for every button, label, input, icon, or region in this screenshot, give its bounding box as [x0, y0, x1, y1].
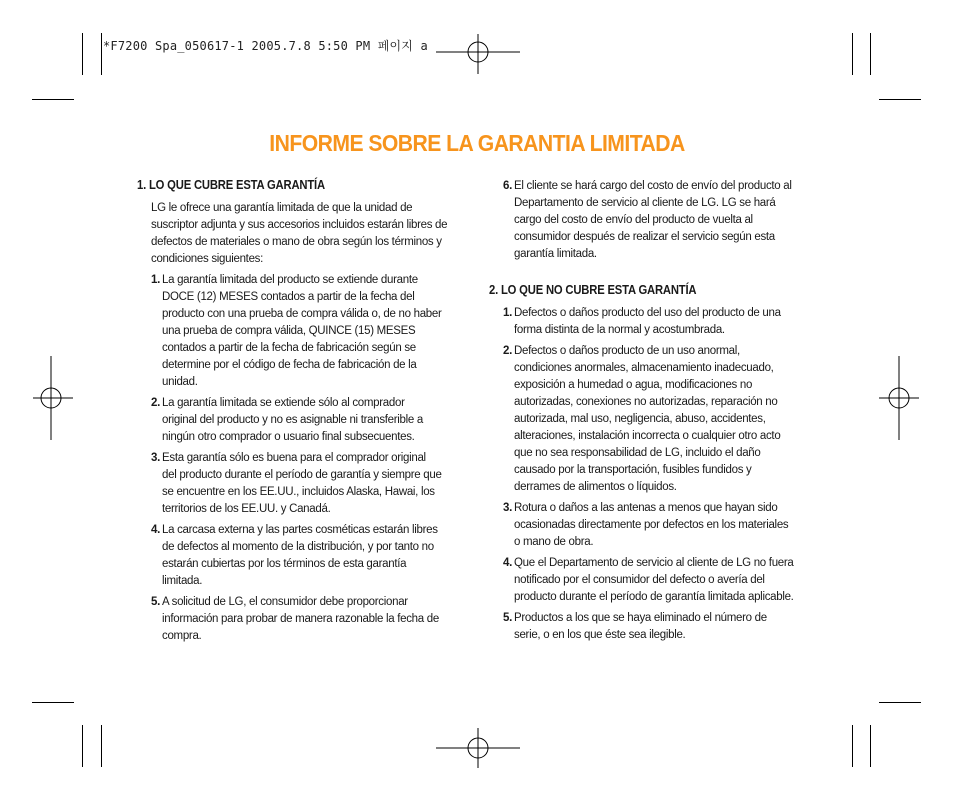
item-text: La garantía limitada se extiende sólo al comprador original del producto y no es asignable ni transferible a ningún otro comprador o usuario final subsecuentes. [162, 397, 423, 443]
covered-list [137, 272, 442, 645]
list-item [137, 594, 442, 645]
registration-mark-right [879, 356, 919, 440]
item-text: La carcasa externa y las partes cosméticas estarán libres de defectos al momento de la distribución, y por tanto no estarán cubiertas por los términos de esta garantía limitada. [162, 524, 438, 587]
list-item [489, 305, 794, 339]
item-text: La garantía limitada del producto se extiende durante DOCE (12) MESES contados a partir de la fecha del producto con una prueba de compra válida o, de no haber una prueba de compra válida, QUINCE (15) MESES contados a partir de la fecha de fabricación según se determine por el código de fecha de fabricación de la unidad. [162, 274, 442, 388]
registration-mark-top [436, 34, 520, 74]
print-slug-line: *F7200 Spa_050617-1 2005.7.8 5:50 PM 페이지 a [103, 39, 428, 53]
list-item [489, 178, 794, 263]
item-text: A solicitud de LG, el consumidor debe proporcionar información para probar de manera razonable la fecha de compra. [162, 596, 439, 642]
list-item [137, 450, 442, 518]
item-text: Que el Departamento de servicio al cliente de LG no fuera notificado por el consumidor del defecto o avería del producto durante el período de garantía limitada aplicable. [514, 557, 794, 603]
page-title: INFORME SOBRE LA GARANTIA LIMITADA [269, 130, 685, 156]
item-number: 5. [503, 612, 512, 624]
list-item [137, 395, 442, 446]
not-covered-list [489, 305, 794, 644]
item-number: 2. [151, 397, 160, 409]
item-text: El cliente se hará cargo del costo de envío del producto al Departamento de servicio al cliente de LG. LG se hará cargo del costo de envío del producto de vuelta al consumidor después de realizar el servicio según esta garantía limitada. [514, 180, 792, 260]
item-number: 4. [503, 557, 512, 569]
section-heading-not-covered: 2. LO QUE NO CUBRE ESTA GARANTÍA [489, 283, 697, 297]
item-number: 5. [151, 596, 160, 608]
item-text: Defectos o daños producto de un uso anormal, condiciones anormales, almacenamiento inadecuado, exposición a humedad o agua, modificaciones no autorizadas, conexiones no autorizadas, reparación no autorizada, mal uso, negligencia, abuso, accidentes, alteraciones, instalación incorrecta o cualquier otro acto que no sea responsabilidad de LG, incluido el daño causado por la transportación, fusibles fundidos y derrames de alimentos o líquidos. [514, 345, 781, 493]
item-text: Rotura o daños a las antenas a menos que hayan sido ocasionadas directamente por defectos en los materiales o mano de obra. [514, 502, 789, 548]
item-text: Productos a los que se haya eliminado el número de serie, o en los que éste sea ilegible. [514, 612, 767, 641]
right-column [489, 178, 794, 648]
registration-mark-left [33, 356, 73, 440]
list-item [137, 522, 442, 590]
list-item [489, 343, 794, 496]
item-text: Esta garantía sólo es buena para el comprador original del producto durante el período de garantía y siempre que se encuentre en los EE.UU., incluidos Alaska, Hawai, los territorios de los EE.UU. y Canadá. [162, 452, 442, 515]
list-item [489, 555, 794, 606]
item-number: 2. [503, 345, 512, 357]
item-number: 4. [151, 524, 160, 536]
item-text: Defectos o daños producto del uso del producto de una forma distinta de la normal y acostumbrada. [514, 307, 781, 336]
section-heading-covered: 1. LO QUE CUBRE ESTA GARANTÍA [137, 178, 325, 192]
list-item [489, 500, 794, 551]
covered-list-continued [489, 178, 794, 263]
registration-mark-bottom [436, 728, 520, 768]
list-item [137, 272, 442, 391]
item-number: 1. [151, 274, 160, 286]
left-column [137, 178, 448, 649]
item-number: 6. [503, 180, 512, 192]
item-number: 3. [151, 452, 160, 464]
list-item [489, 610, 794, 644]
item-number: 3. [503, 502, 512, 514]
section-intro: LG le ofrece una garantía limitada de que la unidad de suscriptor adjunta y sus accesorios incluidos estarán libres de defectos de materiales o mano de obra según los términos y condiciones siguientes: [151, 202, 448, 265]
item-number: 1. [503, 307, 512, 319]
